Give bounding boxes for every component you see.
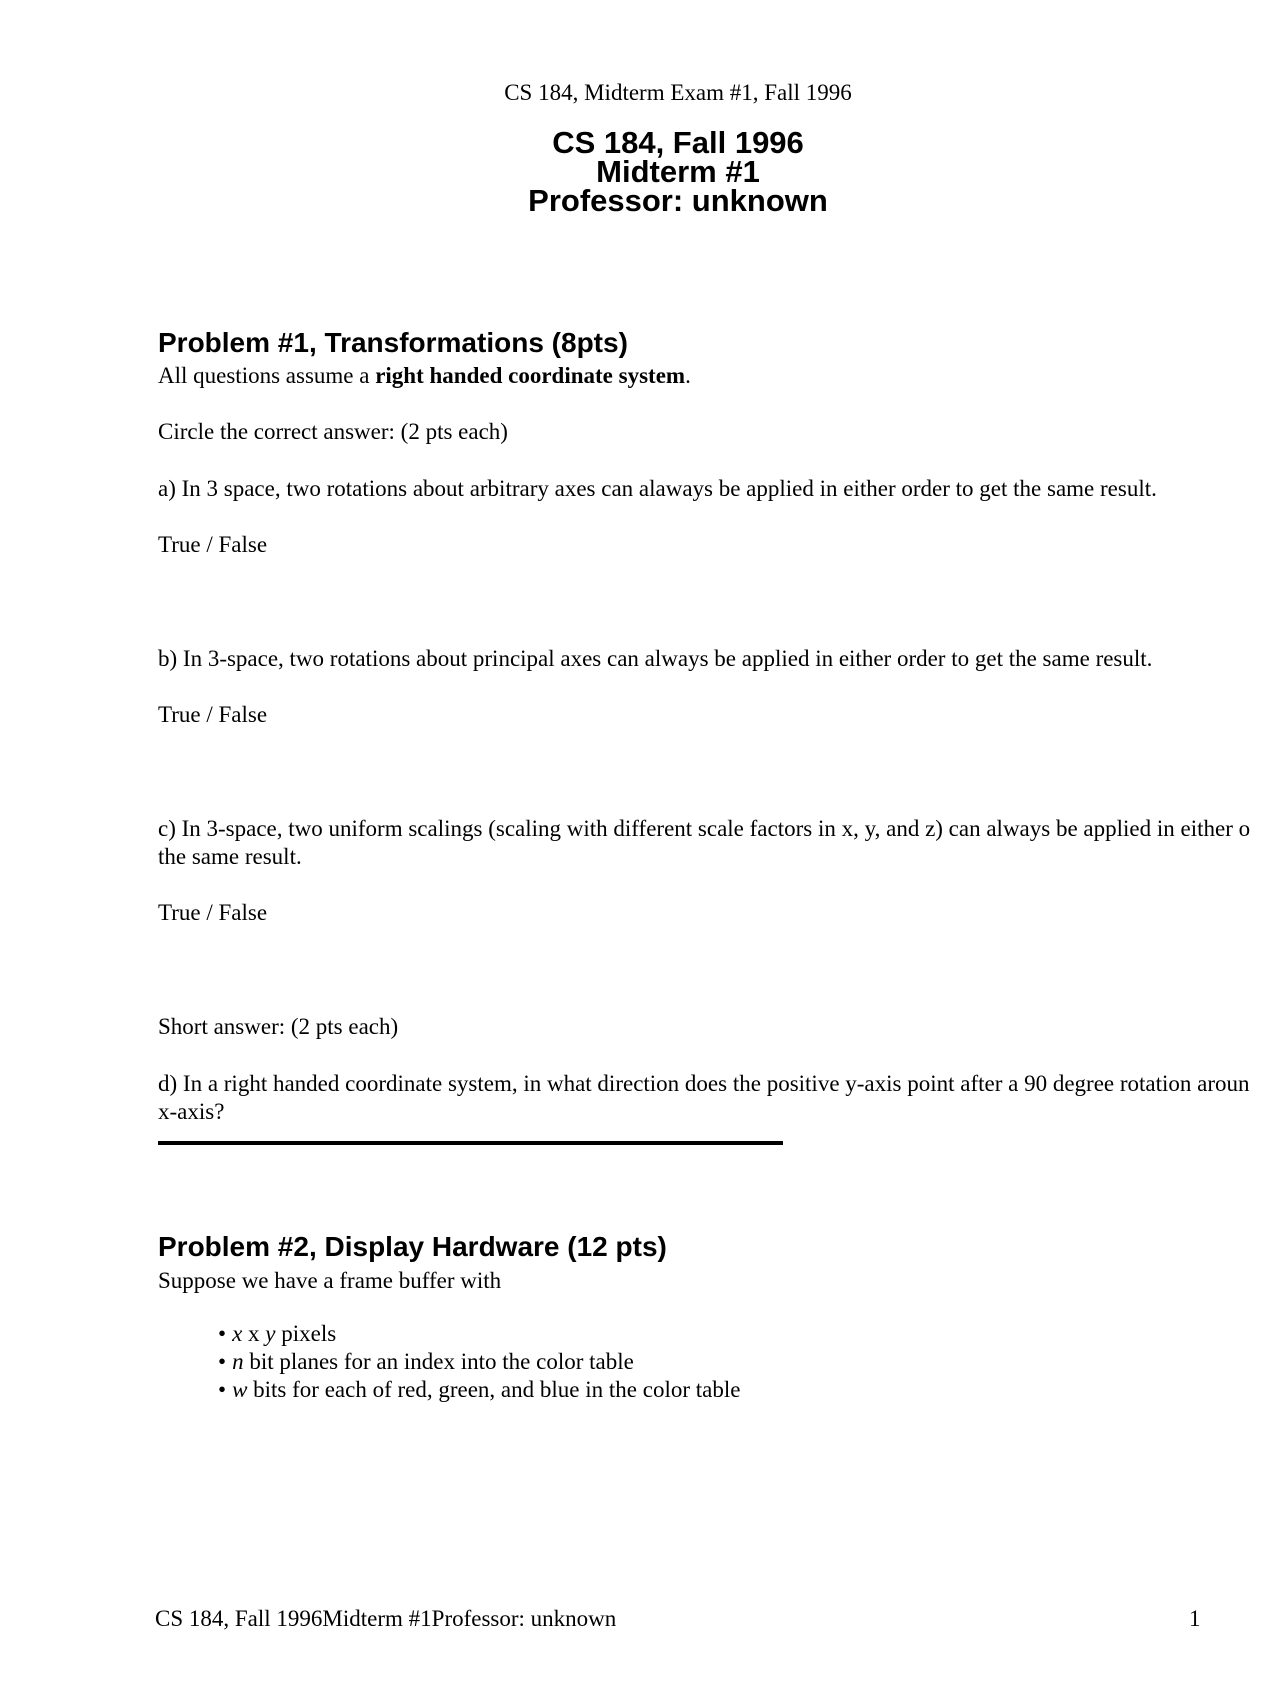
problem2-heading: Problem #2, Display Hardware (12 pts)	[158, 1231, 667, 1262]
var-w: w	[232, 1377, 248, 1402]
exam-title	[0, 125, 1280, 218]
page-footer: CS 184, Fall 1996Midterm #1Professor: unknown	[155, 1606, 617, 1631]
question-c-line2: the same result.	[158, 844, 302, 869]
intro-period: .	[685, 363, 691, 388]
question-d-line1: d) In a right handed coordinate system, in what direction does the positive y-axis point after a 90 degree rotation aroun	[158, 1071, 1250, 1096]
section-divider	[158, 1141, 783, 1145]
list-item	[218, 1320, 740, 1348]
var-y: y	[265, 1321, 276, 1346]
question-b-answer: True / False	[158, 702, 268, 727]
running-header: CS 184, Midterm Exam #1, Fall 1996	[504, 80, 852, 105]
var-n: n	[232, 1349, 244, 1374]
question-b: b) In 3-space, two rotations about principal axes can always be applied in either order to get the same result.	[158, 646, 1153, 671]
title-professor: Professor: unknown	[528, 183, 828, 218]
intro-text: All questions assume a	[158, 363, 376, 388]
short-answer-instruction: Short answer: (2 pts each)	[158, 1014, 399, 1039]
circle-instruction: Circle the correct answer: (2 pts each)	[158, 419, 508, 444]
item-text: bit planes for an index into the color table	[243, 1349, 634, 1374]
problem1-intro	[158, 362, 691, 390]
problem1-heading: Problem #1, Transformations (8pts)	[158, 327, 628, 358]
problem2-intro: Suppose we have a frame buffer with	[158, 1268, 502, 1293]
intro-bold-text: right handed coordinate system	[375, 363, 686, 388]
question-d-line2: x-axis?	[158, 1099, 225, 1124]
title-exam: Midterm #1	[596, 154, 760, 189]
bullet-icon: •	[218, 1349, 227, 1374]
frame-buffer-spec-list	[218, 1320, 740, 1404]
var-x: x	[232, 1321, 243, 1346]
item-text: bits for each of red, green, and blue in the color table	[247, 1377, 741, 1402]
title-course: CS 184, Fall 1996	[552, 125, 804, 160]
bullet-icon: •	[218, 1321, 227, 1346]
list-item	[218, 1376, 740, 1404]
question-c-answer: True / False	[158, 900, 268, 925]
question-a: a) In 3 space, two rotations about arbitrary axes can alaways be applied in either order to get the same result.	[158, 476, 1157, 501]
var-times: x	[242, 1321, 266, 1346]
page-number: 1	[1189, 1606, 1201, 1631]
bullet-icon: •	[218, 1377, 227, 1402]
question-c-line1: c) In 3-space, two uniform scalings (scaling with different scale factors in x, y, and z) can always be applied in either o	[158, 816, 1251, 841]
question-a-answer: True / False	[158, 532, 268, 557]
item-text: pixels	[275, 1321, 337, 1346]
list-item	[218, 1348, 740, 1376]
